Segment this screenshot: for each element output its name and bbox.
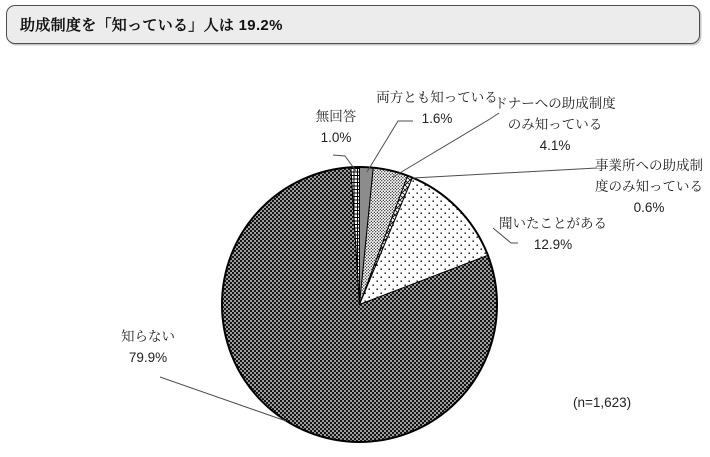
callout-heard-value: 12.9%	[533, 237, 573, 252]
callout-dont-know	[121, 326, 175, 368]
sample-size-note: (n=1,623)	[573, 395, 632, 410]
callout-no-answer	[316, 106, 357, 148]
callout-heard	[499, 213, 607, 255]
callout-business-value: 0.6%	[633, 200, 665, 215]
callout-donor	[494, 93, 616, 156]
callout-business	[595, 155, 703, 218]
callout-donor-value: 4.1%	[539, 138, 571, 153]
callout-heard-label: 聞いたことがある	[499, 216, 607, 231]
callout-both	[376, 87, 498, 129]
callout-donor-label-2: のみ知っている	[507, 117, 603, 132]
pie-slices	[222, 167, 497, 442]
callout-dont-know-value: 79.9%	[128, 350, 168, 365]
leader-business	[413, 168, 597, 178]
page-title: 助成制度を「知っている」人は 19.2%	[20, 17, 283, 34]
callout-no-answer-label: 無回答	[315, 109, 357, 124]
callout-dont-know-label: 知らない	[121, 329, 175, 344]
callout-donor-label-1: ドナーへの助成制度	[494, 96, 616, 111]
callout-both-value: 1.6%	[421, 111, 453, 126]
callout-business-label-1: 事業所への助成制	[595, 158, 703, 173]
callout-no-answer-value: 1.0%	[320, 130, 352, 145]
callout-both-label: 両方とも知っている	[376, 90, 498, 105]
callout-business-label-2: 度のみ知っている	[595, 179, 703, 194]
